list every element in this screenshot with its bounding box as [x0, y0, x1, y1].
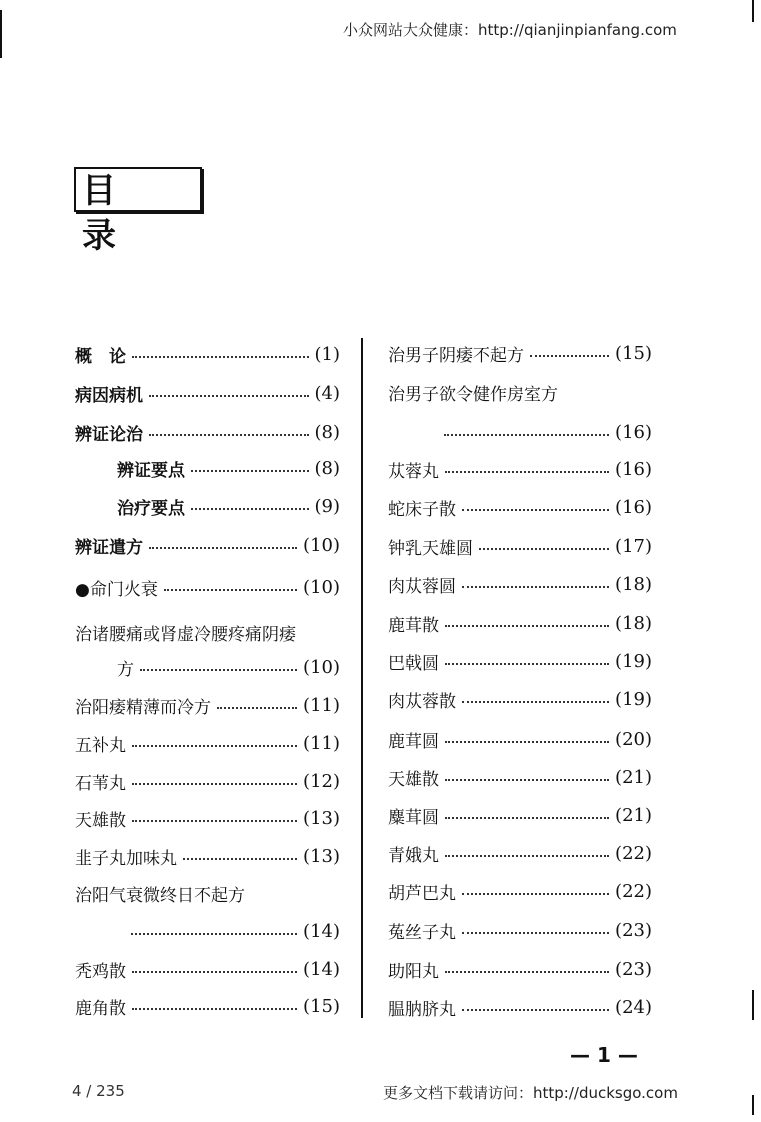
leader-dots	[462, 1009, 609, 1011]
toc-entry-title: 鹿茸圆	[388, 731, 439, 752]
toc-entry-page: (18)	[615, 573, 652, 595]
leader-dots	[445, 855, 609, 857]
leader-dots	[191, 508, 309, 510]
page-number: — 1 —	[570, 1043, 638, 1067]
toc-entry-title: 秃鸡散	[75, 961, 126, 982]
toc-entry-page: (10)	[303, 534, 340, 556]
toc-entry-page: (11)	[303, 694, 340, 716]
toc-entry[interactable]	[75, 691, 340, 719]
toc-entry[interactable]	[388, 725, 652, 753]
toc-entry-title: 方	[117, 659, 134, 680]
toc-entry-page: (10)	[303, 656, 340, 678]
toc-entry-title: 青娥丸	[388, 845, 439, 866]
toc-entry-page: (20)	[615, 728, 652, 750]
toc-entry[interactable]	[75, 955, 340, 983]
toc-entry-page: (17)	[615, 535, 652, 557]
toc-entry-page: (1)	[314, 343, 340, 365]
leader-dots	[462, 701, 609, 703]
toc-entry[interactable]	[388, 763, 652, 791]
toc-entry-title: 治男子欲令健作房室方	[388, 384, 558, 405]
toc-entry-title: 苁蓉丸	[388, 461, 439, 482]
toc-entry-title: 韭子丸加味丸	[75, 848, 177, 869]
toc-entry-page: (4)	[314, 382, 340, 404]
toc-entry-page: (8)	[314, 457, 340, 479]
column-divider	[361, 338, 363, 1018]
leader-dots	[444, 434, 609, 436]
toc-entry-title: 麋茸圆	[388, 807, 439, 828]
toc-entry-page: (23)	[615, 919, 652, 941]
leader-dots	[164, 589, 297, 591]
toc-entry[interactable]	[75, 992, 340, 1020]
toc-entry-title: 巴戟圆	[388, 653, 439, 674]
leader-dots	[445, 741, 609, 743]
toc-entry-title: 鹿角散	[75, 998, 126, 1019]
toc-entry[interactable]	[388, 339, 652, 367]
toc-entry[interactable]	[75, 340, 340, 368]
toc-entry-title: 治诸腰痛或肾虚冷腰疼痛阴痿	[75, 624, 296, 645]
toc-entry-title: 鹿茸散	[388, 615, 439, 636]
leader-dots	[149, 434, 309, 436]
page-indicator: 4 / 235	[72, 1082, 125, 1100]
leader-dots	[462, 932, 609, 934]
footer-link[interactable]: 更多文档下载请访问：http://ducksgo.com	[383, 1084, 678, 1102]
leader-dots	[445, 663, 609, 665]
leader-dots	[479, 548, 609, 550]
scan-edge-mark	[752, 990, 754, 1020]
toc-entry-title: 天雄散	[388, 769, 439, 790]
toc-entry[interactable]	[388, 570, 652, 598]
toc-entry-title: 治疗要点	[117, 498, 185, 519]
toc-entry[interactable]	[388, 647, 652, 675]
scan-edge-mark	[752, 0, 754, 22]
leader-dots	[445, 625, 609, 627]
toc-entry[interactable]	[388, 609, 652, 637]
toc-entry-title: ●命门火衰	[75, 579, 158, 600]
toc-entry[interactable]	[75, 531, 340, 559]
leader-dots	[462, 586, 609, 588]
toc-entry-page: (13)	[303, 845, 340, 867]
toc-entry-page: (16)	[615, 496, 652, 518]
toc-entry[interactable]	[388, 916, 652, 944]
toc-entry-page: (13)	[303, 807, 340, 829]
header-watermark: 小众网站大众健康：http://qianjinpianfang.com	[343, 21, 677, 39]
leader-dots	[132, 783, 297, 785]
scan-edge-mark	[0, 10, 2, 58]
toc-entry[interactable]	[75, 729, 340, 757]
toc-entry-page: (18)	[615, 612, 652, 634]
toc-entry[interactable]	[117, 454, 340, 482]
toc-entry-page: (24)	[615, 996, 652, 1018]
leader-dots	[445, 779, 609, 781]
toc-entry[interactable]	[75, 767, 340, 795]
leader-dots	[140, 669, 297, 671]
leader-dots	[445, 471, 609, 473]
toc-entry-title: 腽肭脐丸	[388, 999, 456, 1020]
toc-entry-title: 胡芦巴丸	[388, 883, 456, 904]
toc-entry-page: (21)	[615, 766, 652, 788]
toc-entry[interactable]	[388, 877, 652, 905]
toc-entry-title: 治男子阴痿不起方	[388, 345, 524, 366]
toc-entry-page: (19)	[615, 650, 652, 672]
leader-dots	[131, 933, 297, 935]
toc-entry[interactable]	[388, 955, 652, 983]
toc-entry[interactable]	[75, 379, 340, 407]
toc-entry[interactable]	[388, 378, 558, 406]
leader-dots	[149, 547, 297, 549]
toc-entry[interactable]	[75, 573, 340, 601]
toc-entry[interactable]	[388, 685, 652, 713]
leader-dots	[183, 858, 297, 860]
toc-entry-title: 概 论	[75, 346, 126, 367]
toc-entry[interactable]	[438, 418, 652, 446]
leader-dots	[191, 470, 309, 472]
toc-entry-page: (8)	[314, 421, 340, 443]
toc-entry-title: 蛇床子散	[388, 499, 456, 520]
toc-entry-title: 治阳气衰微终日不起方	[75, 885, 245, 906]
toc-entry-page: (14)	[303, 958, 340, 980]
toc-entry-page: (16)	[615, 458, 652, 480]
toc-entry-title: 石苇丸	[75, 773, 126, 794]
toc-entry-title: 菟丝子丸	[388, 922, 456, 943]
toc-entry-page: (12)	[303, 770, 340, 792]
toc-entry-page: (14)	[303, 920, 340, 942]
leader-dots	[132, 971, 297, 973]
toc-entry[interactable]	[388, 993, 652, 1021]
toc-entry-title: 五补丸	[75, 735, 126, 756]
leader-dots	[149, 395, 309, 397]
toc-entry-title: 辨证论治	[75, 424, 143, 445]
toc-entry[interactable]	[75, 618, 296, 646]
toc-entry-page: (22)	[615, 842, 652, 864]
toc-entry[interactable]	[388, 839, 652, 867]
leader-dots	[132, 820, 297, 822]
toc-entry-page: (23)	[615, 958, 652, 980]
toc-entry[interactable]	[75, 842, 340, 870]
toc-entry-page: (15)	[615, 342, 652, 364]
page-title: 目录	[74, 167, 202, 212]
scan-edge-mark	[752, 1095, 754, 1115]
toc-entry[interactable]	[75, 418, 340, 446]
toc-entry-page: (9)	[314, 495, 340, 517]
toc-entry-page: (19)	[615, 688, 652, 710]
leader-dots	[462, 509, 609, 511]
toc-entry[interactable]	[125, 917, 340, 945]
toc-entry-title: 天雄散	[75, 810, 126, 831]
toc-entry-title: 钟乳天雄圆	[388, 538, 473, 559]
toc-entry-page: (22)	[615, 880, 652, 902]
toc-entry-title: 辨证遣方	[75, 537, 143, 558]
toc-entry-title: 助阳丸	[388, 961, 439, 982]
toc-entry[interactable]	[117, 653, 340, 681]
toc-entry[interactable]	[388, 455, 652, 483]
toc-entry[interactable]	[75, 804, 340, 832]
leader-dots	[462, 893, 609, 895]
toc-entry-title: 病因病机	[75, 385, 143, 406]
toc-entry[interactable]	[388, 493, 652, 521]
toc-entry[interactable]	[388, 532, 652, 560]
leader-dots	[132, 356, 309, 358]
toc-entry[interactable]	[117, 492, 340, 520]
leader-dots	[530, 355, 609, 357]
toc-entry-page: (21)	[615, 804, 652, 826]
toc-entry[interactable]	[75, 879, 245, 907]
leader-dots	[445, 817, 609, 819]
leader-dots	[217, 707, 297, 709]
leader-dots	[445, 971, 609, 973]
leader-dots	[132, 1008, 297, 1010]
toc-entry-page: (16)	[615, 421, 652, 443]
toc-entry-page: (10)	[303, 576, 340, 598]
toc-entry-title: 肉苁蓉圆	[388, 576, 456, 597]
toc-entry-page: (11)	[303, 732, 340, 754]
toc-entry-title: 辨证要点	[117, 460, 185, 481]
toc-entry-page: (15)	[303, 995, 340, 1017]
toc-entry-title: 肉苁蓉散	[388, 691, 456, 712]
toc-entry[interactable]	[388, 801, 652, 829]
leader-dots	[132, 745, 297, 747]
toc-entry-title: 治阳痿精薄而冷方	[75, 697, 211, 718]
